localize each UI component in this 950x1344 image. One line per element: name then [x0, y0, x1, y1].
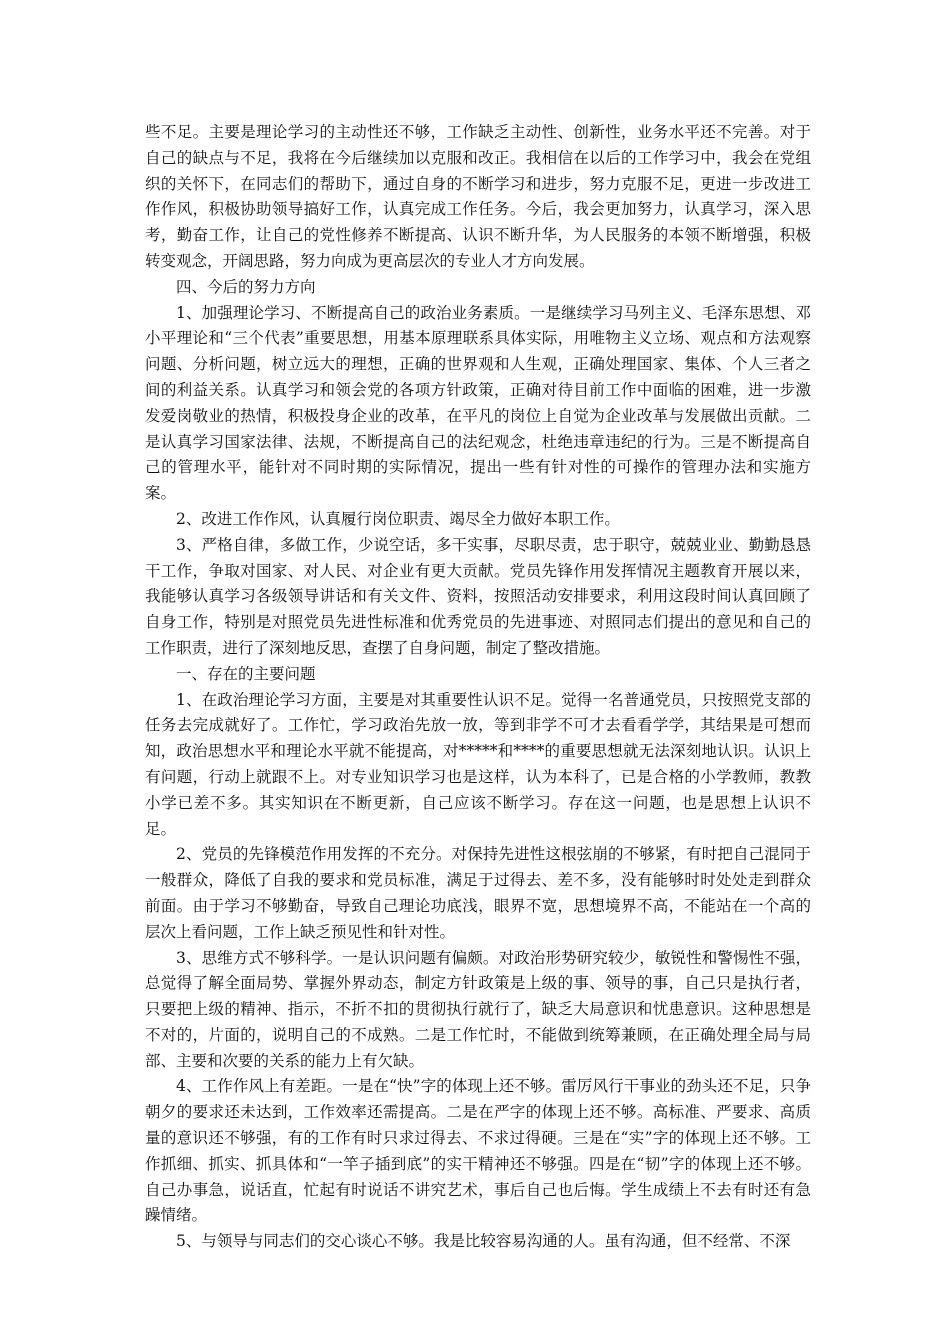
- section-heading-future-direction: 四、今后的努力方向: [176, 277, 316, 296]
- paragraph-item-3-self-discipline: 3、严格自律，多做工作，少说空话，多干实事，尽职尽责，忠于职守，兢兢业业、勤勤恳恳干工作，争取对国家、对人民、对企业有更大贡献。党员先锋作用发挥情况主题教育开展以来，我能够认真学习各级领导讲话和有关文件、资料，按照活动安排要求，利用这段时间认真回顾了自身工作，特别是对照党员先进性标准和优秀党员的先进事迹、对照同志们提出的意见和自己的工作职责，进行了深刻地反思，查摆了自身问题，制定了整改措施。: [145, 535, 811, 657]
- paragraph-item-2-work-style: 2、改进工作作风，认真履行岗位职责、竭尽全力做好本职工作。: [176, 509, 620, 528]
- paragraph-item-1-theory-study: 1、加强理论学习、不断提高自己的政治业务素质。一是继续学习马列主义、毛泽东思想、邓小平理论和“三个代表”重要思想，用基本原理联系具体实际，用唯物主义立场、观点和方法观察问题、分析问题，树立远大的理想，正确的世界观和人生观，正确处理国家、集体、个人三者之间的利益关系。认真学习和领会党的各项方针政策，正确对待目前工作中面临的困难，进一步激发爱岗敬业的热情，积极投身企业的改革，在平凡的岗位上自觉为企业改革与发展做出贡献。二是认真学习国家法律、法规，不断提高自己的法纪观念，杜绝违章违纪的行为。三是不断提高自己的管理水平，能针对不同时期的实际情况，提出一些有针对性的可操作的管理办法和实施方案。: [145, 303, 811, 503]
- section-heading-main-problems: 一、存在的主要问题: [176, 664, 316, 683]
- paragraph-problem-3-thinking-method: 3、思维方式不够科学。一是认识问题有偏颇。对政治形势研究较少，敏锐性和警惕性不强，总觉得了解全面局势、掌握外界动态，制定方针政策是上级的事、领导的事，自己只是执行者，只要把上级的精神、指示，不折不扣的贯彻执行就行了，缺乏大局意识和忧患意识。这种思想是不对的，片面的，说明自己的不成熟。二是工作忙时，不能做到统筹兼顾，在正确处理全局与局部、主要和次要的关系的能力上有欠缺。: [145, 948, 811, 1070]
- paragraph-problem-1-political-study: 1、在政治理论学习方面，主要是对其重要性认识不足。觉得一名普通党员，只按照党支部的任务去完成就好了。工作忙，学习政治先放一放，等到非学不可才去看看学学，其结果是可想而知，政治思想水平和理论水平就不能提高，对*****和****的重要思想就无法深刻地认识。认识上有问题，行动上就跟不上。对专业知识学习也是这样，认为本科了，已是合格的小学教师，教教小学已差不多。其实知识在不断更新，自己应该不断学习。存在这一问题，也是思想上认识不足。: [145, 690, 811, 838]
- paragraph-intro: 些不足。主要是理论学习的主动性还不够，工作缺乏主动性、创新性，业务水平还不完善。对于自己的缺点与不足，我将在今后继续加以克服和改正。我相信在以后的工作学习中，我会在党组织的关怀下，在同志们的帮助下，通过自身的不断学习和进步，努力克服不足，更进一步改进工作作风，积极协助领导搞好工作，认真完成工作任务。今后，我会更加努力，认真学习，深入思考，勤奋工作，让自己的党性修养不断提高、认识不断升华，为人民服务的本领不断增强，积极转变观念，开阔思路，努力向成为更高层次的专业人才方向发展。: [145, 123, 811, 270]
- paragraph-problem-5-communication: 5、与领导与同志们的交心谈心不够。我是比较容易沟通的人。虽有沟通，但不经常、不深: [176, 1232, 791, 1251]
- paragraph-problem-2-vanguard-role: 2、党员的先锋模范作用发挥的不充分。对保持先进性这根弦崩的不够紧，有时把自己混同于一般群众，降低了自我的要求和党员标准，满足于过得去、差不多，没有能够时时处处走到群众前面。由于学习不够勤奋，导致自己理论功底浅，眼界不宽，思想境界不高，不能站在一个高的层次上看问题，工作上缺乏预见性和针对性。: [145, 845, 811, 941]
- paragraph-problem-4-work-style-gap: 4、工作作风上有差距。一是在“快”字的体现上还不够。雷厉风行干事业的劲头还不足，只争朝夕的要求还未达到，工作效率还需提高。二是在严字的体现上还不够。高标准、严要求、高质量的意识还不够强，有的工作有时只求过得去、不求过得硬。三是在“实”字的体现上还不够。工作抓细、抓实、抓具体和“一竿子插到底”的实干精神还不够强。四是在“韧”字的体现上还不够。自己办事急，说话直，忙起有时说话不讲究艺术，事后自己也后悔。学生成绩上不去有时还有急躁情绪。: [145, 1077, 811, 1225]
- document-page: [145, 120, 811, 1255]
